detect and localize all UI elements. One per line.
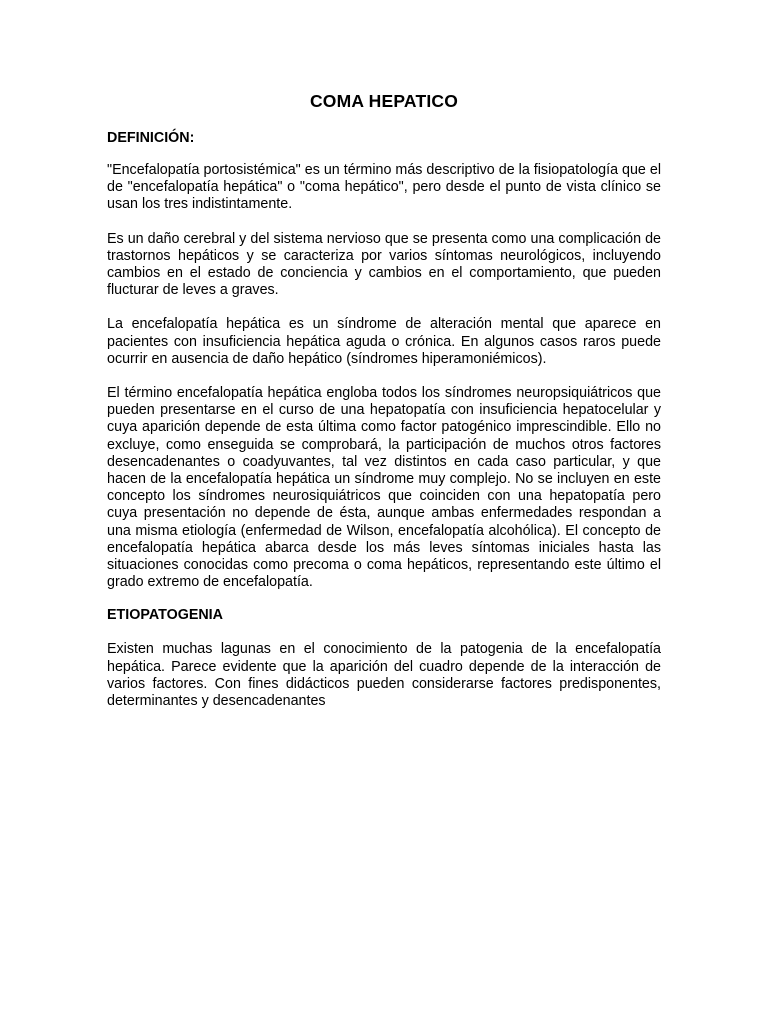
section-heading-definicion: DEFINICIÓN: (107, 130, 195, 146)
paragraph-definicion-3: La encefalopatía hepática es un síndrome de alteración mental que aparece en pacientes con insuficiencia hepática aguda o crónica. En algunos casos raros puede ocurrir en ausencia de daño hepático (síndromes hiperamoniémicos). (107, 316, 661, 367)
section-heading-etiopatogenia: ETIOPATOGENIA (107, 607, 223, 624)
paragraph-definicion-2: Es un daño cerebral y del sistema nervioso que se presenta como una complicación de trastornos hepáticos y se caracteriza por varios síntomas neurológicos, incluyendo cambios en el estado de conciencia y cambios en el comportamiento, que pueden flucturar de leves a graves. (107, 230, 661, 299)
paragraph-definicion-4: El término encefalopatía hepática engloba todos los síndromes neuropsiquiátricos que pueden presentarse en el curso de una hepatopatía con insuficiencia hepatocelular y cuya aparición depende de esta última como factor patogénico imprescindible. Ello no excluye, como enseguida se comprobará, la participación de muchos otros factores desencadenantes o coadyuvantes, tal vez distintos en cada caso particular, y que hacen de la encefalopatía hepática un síndrome muy complejo. No se incluyen en este concepto los síndromes neurosiquiátricos que coinciden con una hepatopatía pero cuya presentación no depende de ésta, aunque ambas enfermedades respondan a una misma etiología (enfermedad de Wilson, encefalopatía alcohólica). El concepto de encefalopatía hepática abarca desde los más leves síntomas iniciales hasta las situaciones conocidas como precoma o coma hepáticos, representando este último el grado extremo de encefalopatía. (107, 385, 661, 591)
document-title: COMA HEPATICO (309, 91, 459, 111)
document-page (107, 90, 661, 710)
paragraph-etiopatogenia-1: Existen muchas lagunas en el conocimiento de la patogenia de la encefalopatía hepática. Parece evidente que la aparición del cuadro depende de la interacción de varios factores. Con fines didácticos pueden considerarse factores predisponentes, determinantes y desencadenantes (107, 641, 661, 710)
paragraph-definicion-1: "Encefalopatía portosistémica" es un término más descriptivo de la fisiopatología que el de "encefalopatía hepática" o "coma hepático", pero desde el punto de vista clínico se usan los tres indistintamente. (107, 162, 661, 213)
